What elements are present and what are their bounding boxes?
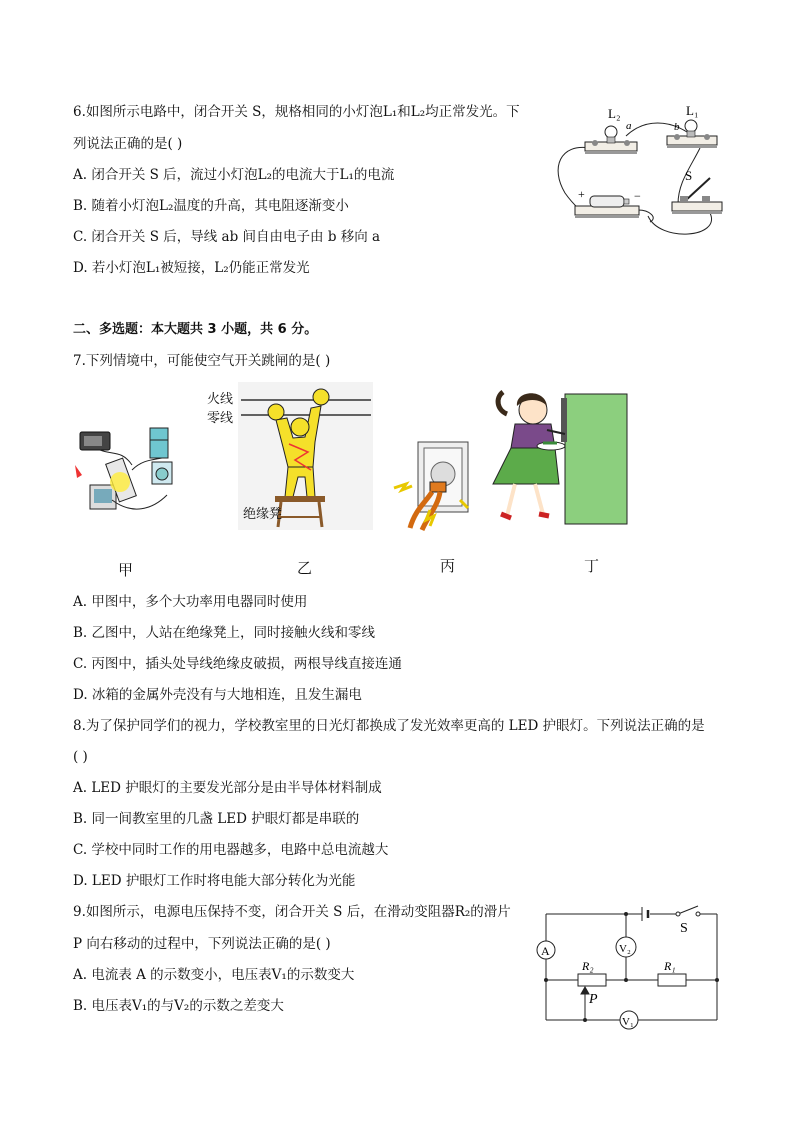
q7-figure-bing	[390, 438, 480, 530]
q9-option-a: A. 电流表 A 的示数变小，电压表V₁的示数变大	[73, 967, 355, 983]
q6-stem-line2: 列说法正确的是( )	[73, 136, 183, 152]
q6-option-b: B. 随着小灯泡L₂温度的升高，其电阻逐渐变小	[73, 198, 349, 214]
label-s: S	[685, 168, 693, 183]
q8-option-b: B. 同一间教室里的几盏 LED 护眼灯都是串联的	[73, 811, 360, 827]
q7-caption-jia: 甲	[118, 561, 134, 579]
q6-stem-line1: 6.如图所示电路中，闭合开关 S，规格相同的小灯泡L₁和L₂均正常发光。下	[73, 104, 520, 120]
q7-caption-bing: 丙	[440, 557, 456, 575]
q7-caption-yi: 乙	[297, 559, 313, 577]
q7-option-c: C. 丙图中，插头处导线绝缘皮破损，两根导线直接连通	[73, 656, 402, 672]
resistor-r2-label: R₂	[582, 959, 594, 973]
switch-s-label: S	[680, 921, 688, 936]
label-minus: −	[634, 189, 641, 203]
q9-option-b: B. 电压表V₁的与V₂的示数之差变大	[73, 998, 284, 1014]
q8-option-a: A. LED 护眼灯的主要发光部分是由半导体材料制成	[73, 780, 382, 796]
q7-option-b: B. 乙图中，人站在绝缘凳上，同时接触火线和零线	[73, 625, 376, 641]
label-l1: L₁	[686, 103, 699, 118]
section-2-heading: 二、多选题：本大题共 3 小题，共 6 分。	[73, 322, 318, 337]
q8-stem-line1: 8.为了保护同学们的视力，学校教室里的日光灯都换成了发光效率更高的 LED 护眼灯。下列说法正确的是	[73, 718, 705, 734]
q7-stem: 7.下列情境中，可能使空气开关跳闸的是( )	[73, 353, 331, 369]
q9-stem-line2: P 向右移动的过程中，下列说法正确的是( )	[73, 936, 331, 952]
q7-label-live-wire: 火线	[207, 392, 234, 407]
switch-s	[672, 178, 722, 214]
q6-option-d: D. 若小灯泡L₁被短接，L₂仍能正常发光	[73, 260, 310, 276]
q8-option-d: D. LED 护眼灯工作时将电能大部分转化为光能	[73, 873, 356, 889]
q7-option-d: D. 冰箱的金属外壳没有与大地相连，且发生漏电	[73, 687, 362, 703]
label-l2: L₂	[608, 106, 621, 121]
label-plus: +	[578, 187, 585, 201]
label-a: a	[626, 120, 632, 132]
resistor-r1-label: R₁	[664, 959, 676, 973]
q7-option-a: A. 甲图中，多个大功率用电器同时使用	[73, 594, 308, 610]
q9-stem-line1: 9.如图所示，电源电压保持不变，闭合开关 S 后，在滑动变阻器R₂的滑片	[73, 904, 511, 920]
slider-p-label: P	[589, 992, 598, 1007]
q6-circuit-figure	[550, 98, 730, 248]
q6-option-c: C. 闭合开关 S 后，导线 ab 间自由电子由 b 移向 a	[73, 229, 381, 245]
q8-option-c: C. 学校中同时工作的用电器越多，电路中总电流越大	[73, 842, 389, 858]
q9-circuit-figure	[530, 900, 725, 1040]
ammeter-a-label: A	[541, 944, 550, 958]
q7-label-stool: 绝缘凳	[243, 507, 283, 522]
q7-caption-ding: 丁	[584, 557, 600, 575]
voltmeter-v2-label: V₂	[619, 943, 631, 955]
voltmeter-v1-label: V₁	[622, 1016, 634, 1028]
q7-figure-jia	[72, 420, 187, 525]
q7-label-neutral-wire: 零线	[207, 411, 234, 426]
q6-option-a: A. 闭合开关 S 后，流过小灯泡L₂的电流大于L₁的电流	[73, 167, 395, 183]
q7-figure-ding	[485, 388, 630, 530]
label-b: b	[674, 121, 680, 133]
q8-stem-line2: ( )	[73, 749, 88, 765]
